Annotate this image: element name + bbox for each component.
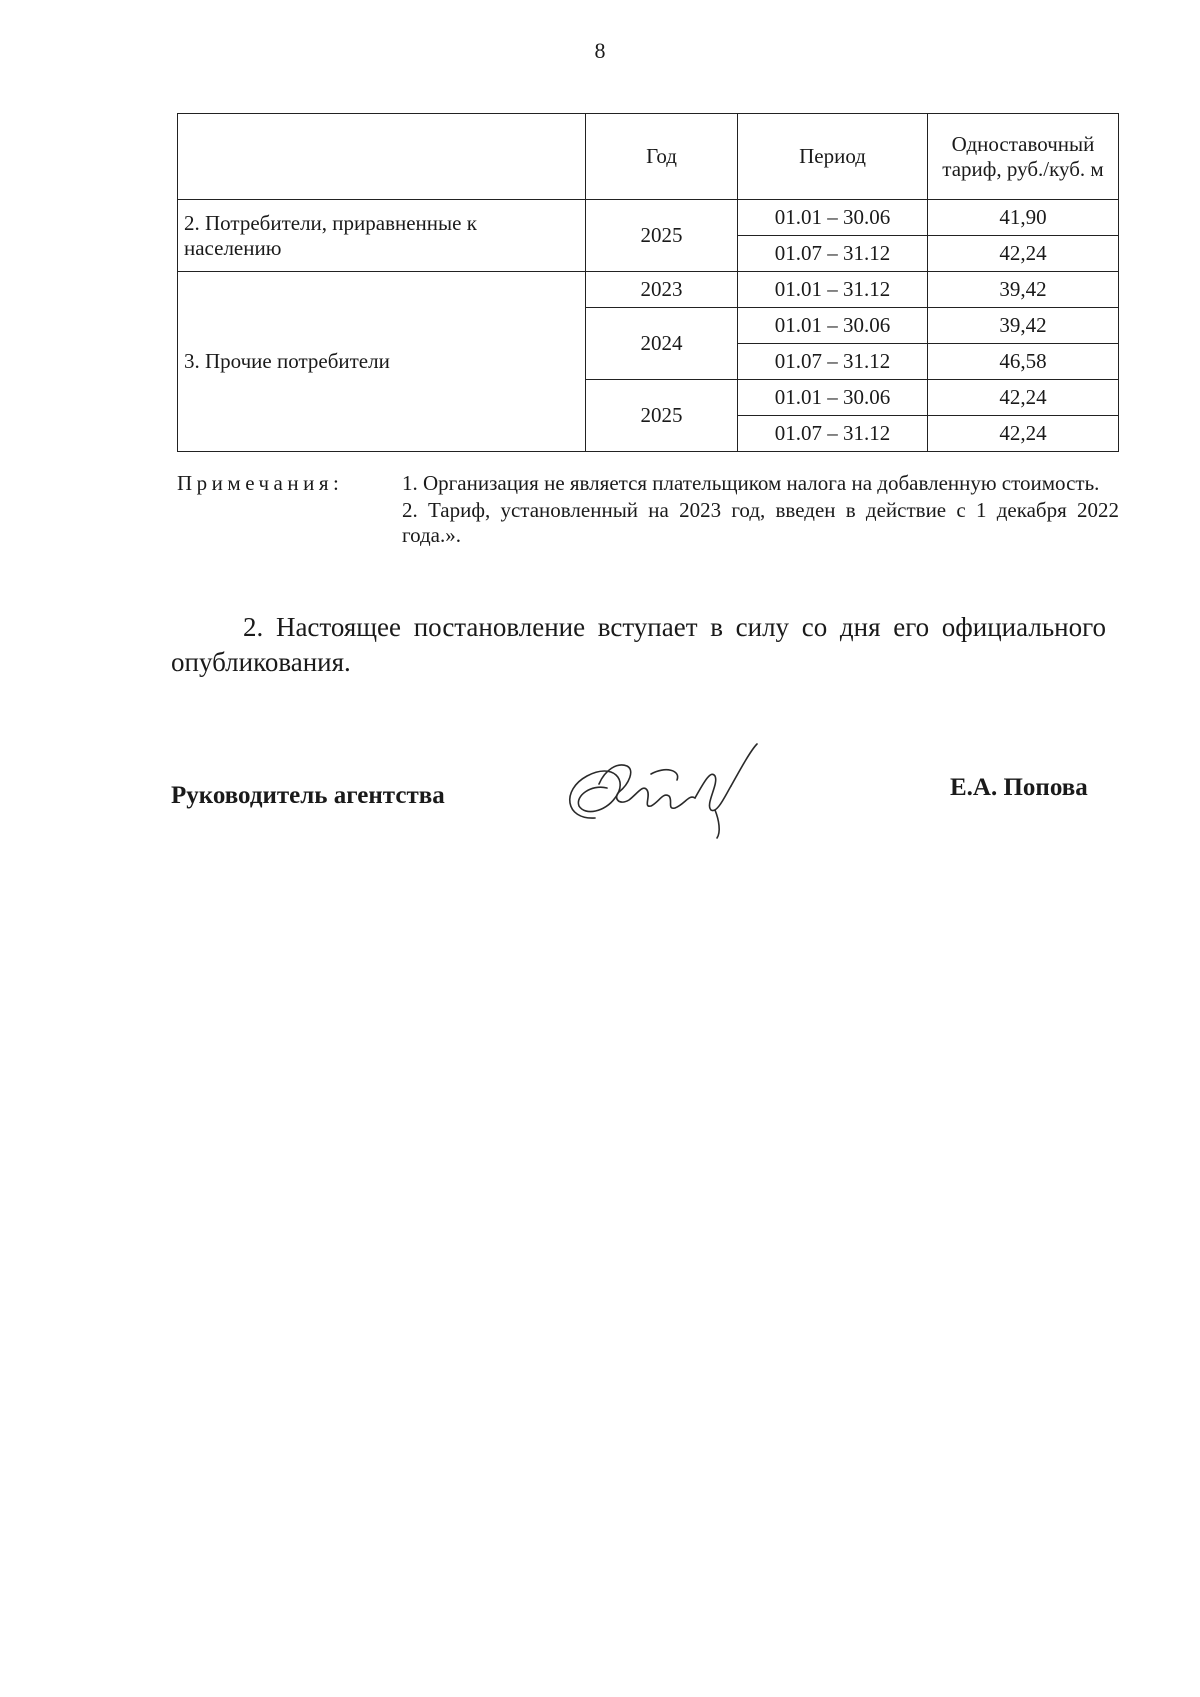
tariff-cell: 41,90 (928, 200, 1119, 236)
year-cell: 2023 (586, 272, 738, 308)
tariff-cell: 42,24 (928, 236, 1119, 272)
year-cell: 2025 (586, 380, 738, 452)
note-item: 2. Тариф, установленный на 2023 год, введен в действие с 1 декабря 2022 года.». (402, 498, 1119, 548)
page-number: 8 (594, 38, 606, 63)
year-cell: 2024 (586, 308, 738, 380)
period-cell: 01.07 – 31.12 (738, 416, 928, 452)
header-year: Год (586, 114, 738, 200)
table-row (178, 272, 1119, 308)
notes-list (402, 471, 1119, 551)
year-cell: 2025 (586, 200, 738, 272)
signature-block (0, 740, 1200, 840)
signatory-position: Руководитель агентства (171, 782, 445, 809)
header-tariff: Одноставочный тариф, руб./куб. м (928, 114, 1119, 200)
category-cell (178, 200, 586, 272)
period-cell: 01.07 – 31.12 (738, 236, 928, 272)
category-label: 2. Потребители, приравненные к населению (184, 211, 477, 260)
category-cell (178, 272, 586, 452)
notes-label: Примечания: (177, 471, 344, 495)
tariff-cell: 39,42 (928, 272, 1119, 308)
period-cell: 01.07 – 31.12 (738, 344, 928, 380)
tariff-cell: 42,24 (928, 416, 1119, 452)
tariff-cell: 42,24 (928, 380, 1119, 416)
clause-paragraph: 2. Настоящее постановление вступает в силу со дня его официального опубликования. (171, 612, 1106, 678)
signatory-name: Е.А. Попова (950, 774, 1088, 801)
category-label: 3. Прочие потребители (184, 349, 390, 374)
period-cell: 01.01 – 30.06 (738, 308, 928, 344)
period-cell: 01.01 – 30.06 (738, 380, 928, 416)
tariff-cell: 46,58 (928, 344, 1119, 380)
handwritten-signature (555, 740, 775, 840)
period-cell: 01.01 – 30.06 (738, 200, 928, 236)
header-period: Период (738, 114, 928, 200)
tariff-cell: 39,42 (928, 308, 1119, 344)
table-header-row (178, 114, 1119, 200)
table-row (178, 200, 1119, 236)
tariff-table (177, 113, 1119, 452)
period-cell: 01.01 – 31.12 (738, 272, 928, 308)
header-category (178, 114, 586, 200)
note-item: 1. Организация не является плательщиком налога на добавленную стоимость. (402, 471, 1100, 495)
